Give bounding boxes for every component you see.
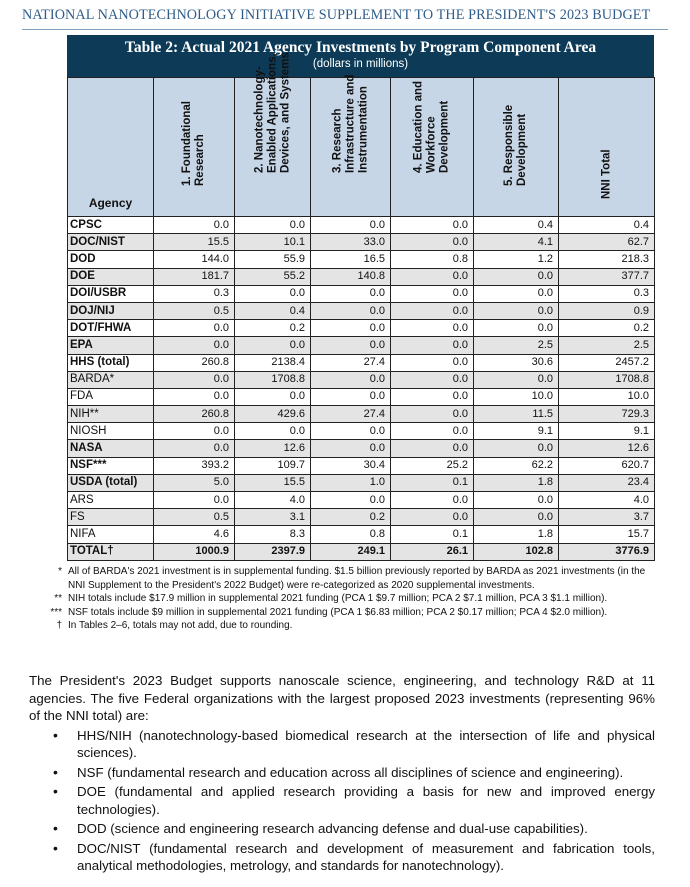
- table-row: [68, 474, 655, 491]
- table-row: [68, 302, 655, 319]
- agency-cell: USDA (total): [68, 474, 154, 491]
- value-cell: 0.0: [391, 440, 474, 457]
- value-cell: 0.0: [391, 217, 474, 234]
- table-row: [68, 234, 655, 251]
- agency-cell: NASA: [68, 440, 154, 457]
- footnote: [40, 565, 665, 592]
- agency-cell: ARS: [68, 492, 154, 509]
- table-row: [68, 543, 655, 560]
- value-cell: 0.0: [154, 320, 235, 337]
- table-row: [68, 509, 655, 526]
- table-row: [68, 217, 655, 234]
- footnote-text: In Tables 2–6, totals may not add, due to rounding.: [68, 620, 293, 631]
- value-cell: 0.0: [154, 440, 235, 457]
- value-cell: 0.0: [235, 217, 311, 234]
- agency-cell: NSF***: [68, 457, 154, 474]
- value-cell: 1.0: [311, 474, 391, 491]
- column-header-label: 1. Foundational Research: [181, 101, 206, 186]
- agency-cell: BARDA*: [68, 371, 154, 388]
- table-title: Table 2: Actual 2021 Agency Investments by Program Component Area: [124, 39, 597, 56]
- value-cell: 2397.9: [235, 543, 311, 560]
- value-cell: 0.0: [235, 285, 311, 302]
- footnote-mark: †: [56, 620, 62, 631]
- agency-cell: DOJ/NIJ: [68, 302, 154, 319]
- value-cell: 3776.9: [559, 543, 655, 560]
- agency-header-label: Agency: [88, 196, 133, 210]
- list-item: • DOC/NIST (fundamental research and development of measurement and fabrication tools, analytical methodologies, metrology, and standards for nanotechnology).: [29, 840, 655, 875]
- value-cell: 0.0: [391, 337, 474, 354]
- table-row: [68, 406, 655, 423]
- value-cell: 0.9: [559, 302, 655, 319]
- agency-cell: NIH**: [68, 406, 154, 423]
- value-cell: 0.0: [474, 440, 559, 457]
- value-cell: 26.1: [391, 543, 474, 560]
- agency-cell: DOI/USBR: [68, 285, 154, 302]
- value-cell: 729.3: [559, 406, 655, 423]
- value-cell: 0.0: [474, 371, 559, 388]
- value-cell: 0.0: [391, 492, 474, 509]
- value-cell: 5.0: [154, 474, 235, 491]
- value-cell: 55.9: [235, 251, 311, 268]
- value-cell: 15.5: [154, 234, 235, 251]
- value-cell: 0.0: [154, 217, 235, 234]
- agency-cell: NIOSH: [68, 423, 154, 440]
- footnote-mark: *: [58, 566, 62, 577]
- value-cell: 4.0: [559, 492, 655, 509]
- value-cell: 0.4: [559, 217, 655, 234]
- column-header-pca2: [235, 52, 311, 217]
- value-cell: 4.1: [474, 234, 559, 251]
- value-cell: 429.6: [235, 406, 311, 423]
- footnote-mark: **: [54, 593, 62, 604]
- value-cell: 12.6: [559, 440, 655, 457]
- column-header-label: NNI Total: [600, 149, 612, 199]
- value-cell: 12.6: [235, 440, 311, 457]
- value-cell: 260.8: [154, 354, 235, 371]
- value-cell: 27.4: [311, 354, 391, 371]
- value-cell: 10.0: [559, 388, 655, 405]
- agency-cell: HHS (total): [68, 354, 154, 371]
- value-cell: 1708.8: [559, 371, 655, 388]
- value-cell: 0.8: [311, 526, 391, 543]
- table-subtitle: (dollars in millions): [312, 58, 409, 70]
- agency-cell: NIFA: [68, 526, 154, 543]
- value-cell: 1708.8: [235, 371, 311, 388]
- value-cell: 0.0: [311, 440, 391, 457]
- column-header-pca3: [311, 74, 391, 217]
- value-cell: 393.2: [154, 457, 235, 474]
- value-cell: 2.5: [474, 337, 559, 354]
- agency-cell: TOTAL†: [68, 543, 154, 560]
- table-row: [68, 526, 655, 543]
- body-text: [29, 672, 655, 877]
- value-cell: 62.7: [559, 234, 655, 251]
- column-header-agency: [68, 78, 154, 217]
- value-cell: 11.5: [474, 406, 559, 423]
- value-cell: 0.0: [235, 337, 311, 354]
- value-cell: 4.0: [235, 492, 311, 509]
- value-cell: 0.0: [311, 492, 391, 509]
- intro-paragraph: The President's 2023 Budget supports nanoscale science, engineering, and technology R&D at 11 agencies. The five Federal organizations with the largest proposed 2023 investments (representing 96% of the NNI total) are:: [29, 673, 655, 723]
- value-cell: 0.0: [474, 268, 559, 285]
- value-cell: 1000.9: [154, 543, 235, 560]
- table-row: [68, 457, 655, 474]
- list-item: • DOD (science and engineering research advancing defense and dual-use capabilities).: [29, 820, 655, 838]
- list-item: • NSF (fundamental research and education across all disciplines of science and engineering).: [29, 764, 655, 782]
- column-header-label: 5. Responsible Development: [503, 104, 528, 186]
- value-cell: 0.0: [391, 320, 474, 337]
- value-cell: 0.0: [391, 302, 474, 319]
- table-row: [68, 268, 655, 285]
- value-cell: 30.6: [474, 354, 559, 371]
- value-cell: 0.0: [391, 234, 474, 251]
- value-cell: 2138.4: [235, 354, 311, 371]
- value-cell: 144.0: [154, 251, 235, 268]
- value-cell: 102.8: [474, 543, 559, 560]
- agency-cell: CPSC: [68, 217, 154, 234]
- table-row: [68, 492, 655, 509]
- value-cell: 16.5: [311, 251, 391, 268]
- table-row: [68, 354, 655, 371]
- value-cell: 15.7: [559, 526, 655, 543]
- value-cell: 55.2: [235, 268, 311, 285]
- value-cell: 0.0: [235, 423, 311, 440]
- value-cell: 62.2: [474, 457, 559, 474]
- footnote-mark: ***: [50, 606, 62, 618]
- value-cell: 9.1: [559, 423, 655, 440]
- agency-cell: DOT/FHWA: [68, 320, 154, 337]
- value-cell: 0.4: [474, 217, 559, 234]
- investment-table-container: [67, 35, 654, 561]
- header-rule: [22, 29, 668, 30]
- value-cell: 0.2: [559, 320, 655, 337]
- value-cell: 0.3: [559, 285, 655, 302]
- value-cell: 0.0: [474, 320, 559, 337]
- footnote: [40, 606, 665, 620]
- value-cell: 0.5: [154, 302, 235, 319]
- footnote: [40, 619, 665, 633]
- value-cell: 4.6: [154, 526, 235, 543]
- value-cell: 0.0: [474, 492, 559, 509]
- value-cell: 620.7: [559, 457, 655, 474]
- value-cell: 140.8: [311, 268, 391, 285]
- value-cell: 249.1: [311, 543, 391, 560]
- footnote-text: NIH totals include $17.9 million in supplemental 2021 funding (PCA 1 $9.7 million; PCA 2 $7.1 million, PCA 3 $1.1 million).: [68, 593, 608, 604]
- value-cell: 0.0: [311, 285, 391, 302]
- table-row: [68, 440, 655, 457]
- value-cell: 0.0: [391, 388, 474, 405]
- agency-cell: DOC/NIST: [68, 234, 154, 251]
- value-cell: 0.0: [474, 302, 559, 319]
- table-row: [68, 285, 655, 302]
- value-cell: 0.0: [154, 337, 235, 354]
- value-cell: 0.0: [154, 492, 235, 509]
- table-row: [68, 337, 655, 354]
- value-cell: 0.0: [391, 354, 474, 371]
- value-cell: 10.1: [235, 234, 311, 251]
- value-cell: 0.0: [391, 423, 474, 440]
- value-cell: 33.0: [311, 234, 391, 251]
- list-item: • DOE (fundamental and applied research providing a basis for new and improved energy technologies).: [29, 783, 655, 818]
- value-cell: 0.0: [391, 509, 474, 526]
- agency-cell: EPA: [68, 337, 154, 354]
- column-header-pca5: [474, 78, 559, 217]
- value-cell: 181.7: [154, 268, 235, 285]
- list-item: • HHS/NIH (nanotechnology-based biomedical research at the intersection of life and physical sciences).: [29, 727, 655, 762]
- value-cell: 0.0: [391, 268, 474, 285]
- value-cell: 0.0: [391, 406, 474, 423]
- table-row: [68, 423, 655, 440]
- value-cell: 218.3: [559, 251, 655, 268]
- table-row: [68, 388, 655, 405]
- value-cell: 0.0: [474, 285, 559, 302]
- value-cell: 0.0: [311, 371, 391, 388]
- value-cell: 0.0: [391, 371, 474, 388]
- footnote-text: NSF totals include $9 million in supplemental 2021 funding (PCA 1 $6.83 million; PCA 2 $0.17 million; PCA 4 $2.0 million).: [68, 606, 608, 618]
- column-header-label: 2. Nanotechnology-Enabled Applications, Devices, and Systems: [253, 52, 291, 173]
- value-cell: 0.2: [311, 509, 391, 526]
- value-cell: 109.7: [235, 457, 311, 474]
- footnote: [40, 592, 665, 606]
- table-row: [68, 371, 655, 388]
- footnotes: [40, 565, 665, 633]
- value-cell: 15.5: [235, 474, 311, 491]
- table-row: [68, 251, 655, 268]
- value-cell: 0.4: [235, 302, 311, 319]
- value-cell: 0.0: [311, 302, 391, 319]
- value-cell: 0.3: [154, 285, 235, 302]
- value-cell: 0.0: [311, 217, 391, 234]
- agency-cell: FS: [68, 509, 154, 526]
- value-cell: 27.4: [311, 406, 391, 423]
- value-cell: 260.8: [154, 406, 235, 423]
- value-cell: 2457.2: [559, 354, 655, 371]
- value-cell: 0.1: [391, 474, 474, 491]
- value-cell: 25.2: [391, 457, 474, 474]
- value-cell: 2.5: [559, 337, 655, 354]
- value-cell: 10.0: [474, 388, 559, 405]
- running-header: NATIONAL NANOTECHNOLOGY INITIATIVE SUPPLEMENT TO THE PRESIDENT'S 2023 BUDGET: [22, 7, 651, 23]
- value-cell: 0.0: [311, 423, 391, 440]
- value-cell: 0.0: [154, 371, 235, 388]
- value-cell: 0.5: [154, 509, 235, 526]
- table-row: [68, 320, 655, 337]
- value-cell: 9.1: [474, 423, 559, 440]
- value-cell: 377.7: [559, 268, 655, 285]
- value-cell: 0.0: [474, 509, 559, 526]
- value-cell: 30.4: [311, 457, 391, 474]
- value-cell: 0.0: [154, 423, 235, 440]
- footnote-text: All of BARDA's 2021 investment is in supplemental funding. $1.5 billion previously reported by BARDA as 2021 investments (in the NNI Supplement to the President's 2022 Budget) were re-categorized as 2020 supplemental investments.: [68, 566, 646, 591]
- agency-cell: FDA: [68, 388, 154, 405]
- value-cell: 1.2: [474, 251, 559, 268]
- value-cell: 0.0: [311, 320, 391, 337]
- column-header-label: 4. Education and Workforce Development: [412, 80, 451, 173]
- value-cell: 0.0: [235, 388, 311, 405]
- value-cell: 0.8: [391, 251, 474, 268]
- value-cell: 0.1: [391, 526, 474, 543]
- value-cell: 0.0: [311, 337, 391, 354]
- agency-bullet-list: [29, 727, 655, 875]
- table-header-row: [68, 78, 655, 217]
- value-cell: 0.0: [391, 285, 474, 302]
- value-cell: 23.4: [559, 474, 655, 491]
- column-header-pca4: [391, 78, 474, 217]
- table-body: [68, 217, 655, 561]
- value-cell: 1.8: [474, 526, 559, 543]
- agency-cell: DOD: [68, 251, 154, 268]
- value-cell: 3.7: [559, 509, 655, 526]
- value-cell: 0.0: [311, 388, 391, 405]
- value-cell: 8.3: [235, 526, 311, 543]
- value-cell: 1.8: [474, 474, 559, 491]
- value-cell: 0.0: [154, 388, 235, 405]
- column-header-nni-total: [559, 78, 655, 217]
- column-header-pca1: [154, 78, 235, 217]
- column-header-label: 3. Research Infrastructure and Instrumentation: [331, 74, 369, 173]
- value-cell: 0.2: [235, 320, 311, 337]
- value-cell: 3.1: [235, 509, 311, 526]
- agency-cell: DOE: [68, 268, 154, 285]
